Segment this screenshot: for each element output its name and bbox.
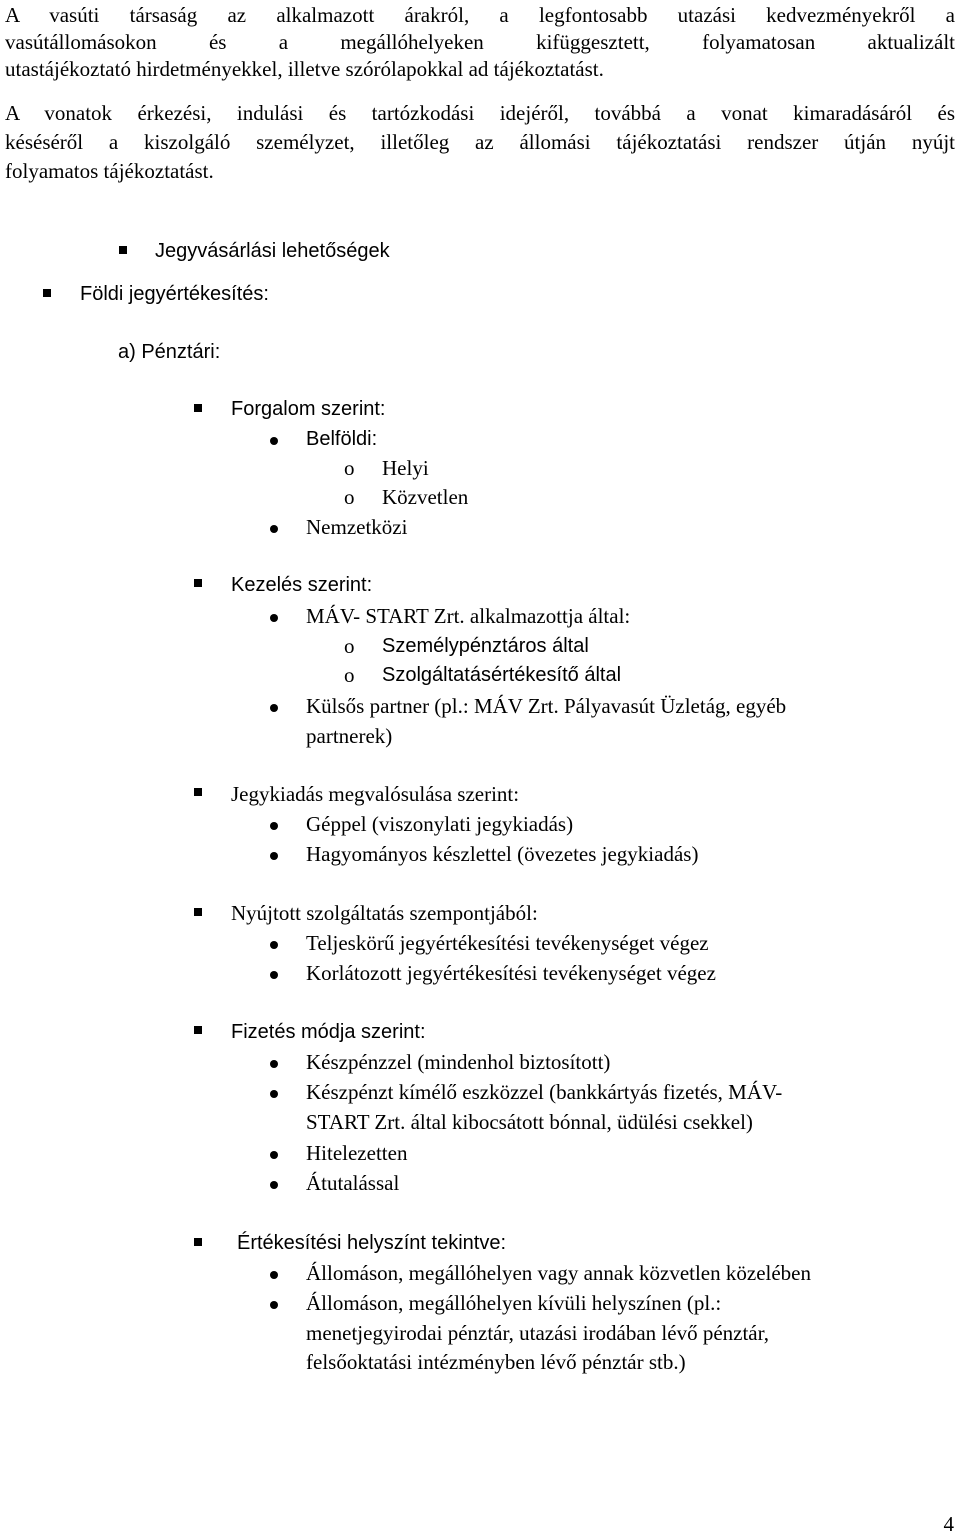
dot-bullet-icon bbox=[270, 971, 278, 979]
square-bullet-icon bbox=[194, 1026, 202, 1034]
list-item-allomason: Állomáson, megállóhelyen vagy annak közvetlen közelében bbox=[306, 1261, 811, 1285]
list-item-teljeskoru: Teljeskörű jegyértékesítési tevékenységet végez bbox=[306, 931, 709, 955]
dot-bullet-icon bbox=[270, 941, 278, 949]
list-item-szolgaltatas: Szolgáltatásértékesítő által bbox=[382, 664, 622, 686]
list-item-kulsos-cont: partnerek) bbox=[306, 724, 393, 748]
heading-penztari: a) Pénztári: bbox=[118, 341, 221, 363]
square-bullet-icon bbox=[119, 246, 127, 254]
page-number: 4 bbox=[943, 1512, 954, 1536]
section-title-fizetes: Fizetés módja szerint: bbox=[231, 1021, 426, 1043]
dot-bullet-icon bbox=[270, 704, 278, 712]
square-bullet-icon bbox=[194, 908, 202, 916]
circle-bullet-icon: o bbox=[344, 456, 355, 480]
list-item-korlatozott: Korlátozott jegyértékesítési tevékenységet végez bbox=[306, 961, 716, 985]
list-item-kimelo-cont: START Zrt. által kibocsátott bónnal, üdülési csekkel) bbox=[306, 1110, 753, 1134]
list-item-helyi: Helyi bbox=[382, 456, 429, 480]
dot-bullet-icon bbox=[270, 1151, 278, 1159]
square-bullet-icon bbox=[194, 404, 202, 412]
section-title-nyujtott: Nyújtott szolgáltatás szempontjából: bbox=[231, 901, 538, 925]
list-item-hagyomanyos: Hagyományos készlettel (övezetes jegykiadás) bbox=[306, 842, 699, 866]
section-title-kezeles: Kezelés szerint: bbox=[231, 574, 373, 596]
circle-bullet-icon: o bbox=[344, 634, 355, 658]
square-bullet-icon bbox=[194, 788, 202, 796]
list-item-kimelo: Készpénzt kímélő eszközzel (bankkártyás fizetés, MÁV- bbox=[306, 1080, 783, 1104]
heading-foldi: Földi jegyértékesítés: bbox=[80, 283, 269, 305]
list-item-geppel: Géppel (viszonylati jegykiadás) bbox=[306, 812, 574, 836]
dot-bullet-icon bbox=[270, 1181, 278, 1189]
circle-bullet-icon: o bbox=[344, 485, 355, 509]
section-title-jegykiadas: Jegykiadás megvalósulása szerint: bbox=[231, 782, 520, 806]
square-bullet-icon bbox=[43, 289, 51, 297]
dot-bullet-icon bbox=[270, 614, 278, 622]
dot-bullet-icon bbox=[270, 525, 278, 533]
dot-bullet-icon bbox=[270, 1271, 278, 1279]
paragraph-line: utastájékoztató hirdetményekkel, illetve szórólapokkal ad tájékoztatást. bbox=[5, 57, 604, 81]
dot-bullet-icon bbox=[270, 1060, 278, 1068]
paragraph-line: késéséről a kiszolgáló személyzet, illetőleg az állomási tájékoztatási rendszer útján nyújt bbox=[5, 130, 955, 154]
list-item-kulsos: Külsős partner (pl.: MÁV Zrt. Pályavasút Üzletág, egyéb bbox=[306, 694, 787, 718]
dot-bullet-icon bbox=[270, 1301, 278, 1309]
dot-bullet-icon bbox=[270, 822, 278, 830]
list-item-kivuli-cont: menetjegyirodai pénztár, utazási irodában lévő pénztár, bbox=[306, 1321, 770, 1345]
list-item-kivuli-cont: felsőoktatási intézményben lévő pénztár stb.) bbox=[306, 1350, 686, 1374]
list-item-nemzetkozi: Nemzetközi bbox=[306, 515, 408, 539]
square-bullet-icon bbox=[194, 579, 202, 587]
paragraph-line: A vasúti társaság az alkalmazott árakról, a legfontosabb utazási kedvezményekről a bbox=[5, 3, 955, 27]
circle-bullet-icon: o bbox=[344, 663, 355, 687]
list-item-kivuli: Állomáson, megállóhelyen kívüli helyszínen (pl.: bbox=[306, 1291, 722, 1315]
list-item-belfoldi: Belföldi: bbox=[306, 428, 378, 450]
list-item-hitelezetten: Hitelezetten bbox=[306, 1141, 408, 1165]
heading-jegyvasarlas: Jegyvásárlási lehetőségek bbox=[155, 240, 390, 262]
paragraph-line: A vonatok érkezési, indulási és tartózkodási idejéről, továbbá a vonat kimaradásáról és bbox=[5, 101, 955, 125]
square-bullet-icon bbox=[194, 1238, 202, 1246]
dot-bullet-icon bbox=[270, 437, 278, 445]
list-item-keszpenzzel: Készpénzzel (mindenhol biztosított) bbox=[306, 1050, 611, 1074]
dot-bullet-icon bbox=[270, 1090, 278, 1098]
list-item-mav-start: MÁV- START Zrt. alkalmazottja által: bbox=[306, 604, 631, 628]
paragraph-line: vasútállomásokon és a megállóhelyeken kifüggesztett, folyamatosan aktualizált bbox=[5, 30, 955, 54]
section-title-helyszin: Értékesítési helyszínt tekintve: bbox=[237, 1232, 507, 1254]
paragraph-line: folyamatos tájékoztatást. bbox=[5, 159, 214, 183]
list-item-atutalassal: Átutalással bbox=[306, 1171, 400, 1195]
list-item-kozvetlen: Közvetlen bbox=[382, 485, 469, 509]
list-item-szemelypenztaros: Személypénztáros által bbox=[382, 635, 589, 657]
dot-bullet-icon bbox=[270, 852, 278, 860]
section-title-forgalom: Forgalom szerint: bbox=[231, 398, 386, 420]
